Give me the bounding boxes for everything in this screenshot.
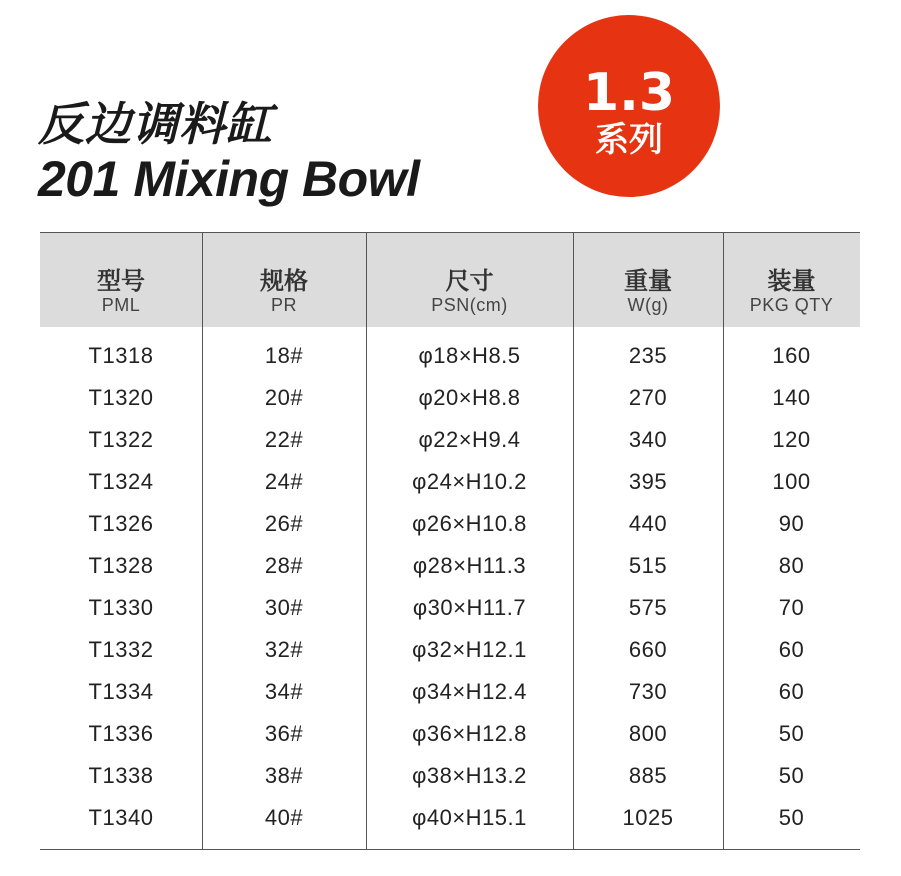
product-title-english: 201 Mixing Bowl xyxy=(38,151,420,207)
cell-model: T1326 xyxy=(88,511,154,536)
cell-model: T1322 xyxy=(88,427,154,452)
cell-size: φ36×H12.8 xyxy=(412,721,527,746)
table-row xyxy=(40,755,860,797)
table-row xyxy=(40,461,860,503)
cell-weight: 395 xyxy=(628,469,668,494)
cell-size: φ24×H10.2 xyxy=(412,469,527,494)
cell-size: φ34×H12.4 xyxy=(412,679,527,704)
cell-model: T1324 xyxy=(88,469,154,494)
header-pkg-qty xyxy=(723,233,860,327)
cell-size: φ20×H8.8 xyxy=(418,385,521,410)
header-weight-cn: 重量 xyxy=(624,267,672,295)
series-label: 系列 xyxy=(595,120,663,160)
cell-weight: 800 xyxy=(628,721,668,746)
cell-weight: 440 xyxy=(628,511,668,536)
cell-spec: 32# xyxy=(264,637,304,662)
cell-weight: 575 xyxy=(628,595,668,620)
cell-weight: 235 xyxy=(628,343,668,368)
cell-spec: 30# xyxy=(264,595,304,620)
table-row xyxy=(40,797,860,839)
cell-model: T1330 xyxy=(88,595,154,620)
header-weight-en: W(g) xyxy=(627,295,669,315)
cell-model: T1334 xyxy=(88,679,154,704)
header-spec-cn: 规格 xyxy=(260,267,308,295)
cell-pkg-qty: 50 xyxy=(778,721,805,746)
cell-pkg-qty: 60 xyxy=(778,637,805,662)
cell-size: φ22×H9.4 xyxy=(418,427,521,452)
header-pkg-qty-en: PKG QTY xyxy=(749,295,834,315)
cell-model: T1328 xyxy=(88,553,154,578)
cell-weight: 885 xyxy=(628,763,668,788)
header-model xyxy=(40,233,202,327)
cell-size: φ30×H11.7 xyxy=(412,595,527,620)
header-model-en: PML xyxy=(101,295,141,315)
table-row xyxy=(40,545,860,587)
cell-spec: 20# xyxy=(264,385,304,410)
cell-pkg-qty: 50 xyxy=(778,805,805,830)
cell-model: T1338 xyxy=(88,763,154,788)
cell-size: φ38×H13.2 xyxy=(412,763,527,788)
cell-spec: 40# xyxy=(264,805,304,830)
cell-spec: 38# xyxy=(264,763,304,788)
table-row xyxy=(40,713,860,755)
cell-model: T1340 xyxy=(88,805,154,830)
cell-weight: 270 xyxy=(628,385,668,410)
header-pkg-qty-cn: 装量 xyxy=(767,267,816,295)
cell-weight: 515 xyxy=(628,553,668,578)
header-size xyxy=(366,233,573,327)
table-row xyxy=(40,503,860,545)
cell-spec: 26# xyxy=(264,511,304,536)
header-size-en: PSN(cm) xyxy=(431,295,508,315)
cell-spec: 34# xyxy=(264,679,304,704)
table-row xyxy=(40,377,860,419)
cell-pkg-qty: 160 xyxy=(772,343,811,368)
cell-pkg-qty: 80 xyxy=(778,553,805,578)
table-row xyxy=(40,671,860,713)
header-model-cn: 型号 xyxy=(97,267,145,295)
cell-model: T1332 xyxy=(88,637,154,662)
header-size-cn: 尺寸 xyxy=(445,267,494,295)
cell-weight: 660 xyxy=(628,637,668,662)
header-spec xyxy=(202,233,366,327)
cell-spec: 24# xyxy=(264,469,304,494)
cell-model: T1320 xyxy=(88,385,154,410)
cell-size: φ28×H11.3 xyxy=(412,553,527,578)
table-header xyxy=(40,233,860,327)
cell-spec: 36# xyxy=(264,721,304,746)
cell-spec: 28# xyxy=(264,553,304,578)
series-badge xyxy=(538,15,720,197)
cell-size: φ32×H12.1 xyxy=(412,637,527,662)
product-title-chinese: 反边调料缸 xyxy=(38,97,273,151)
cell-pkg-qty: 70 xyxy=(778,595,805,620)
cell-spec: 22# xyxy=(264,427,304,452)
cell-size: φ40×H15.1 xyxy=(412,805,527,830)
table-row xyxy=(40,419,860,461)
header-weight xyxy=(573,233,723,327)
table-bottom-rule xyxy=(40,849,860,850)
cell-weight: 730 xyxy=(628,679,668,704)
cell-weight: 340 xyxy=(628,427,668,452)
cell-pkg-qty: 90 xyxy=(778,511,805,536)
series-number: 1.3 xyxy=(582,63,676,123)
cell-model: T1318 xyxy=(88,343,154,368)
cell-pkg-qty: 120 xyxy=(772,427,811,452)
cell-pkg-qty: 100 xyxy=(772,469,811,494)
cell-pkg-qty: 50 xyxy=(778,763,805,788)
table-row xyxy=(40,335,860,377)
cell-model: T1336 xyxy=(88,721,154,746)
cell-spec: 18# xyxy=(264,343,304,368)
cell-pkg-qty: 60 xyxy=(778,679,805,704)
header-spec-en: PR xyxy=(270,295,297,315)
table-row xyxy=(40,629,860,671)
cell-size: φ18×H8.5 xyxy=(418,343,521,368)
cell-pkg-qty: 140 xyxy=(772,385,811,410)
table-row xyxy=(40,587,860,629)
cell-size: φ26×H10.8 xyxy=(412,511,527,536)
cell-weight: 1025 xyxy=(622,805,674,830)
